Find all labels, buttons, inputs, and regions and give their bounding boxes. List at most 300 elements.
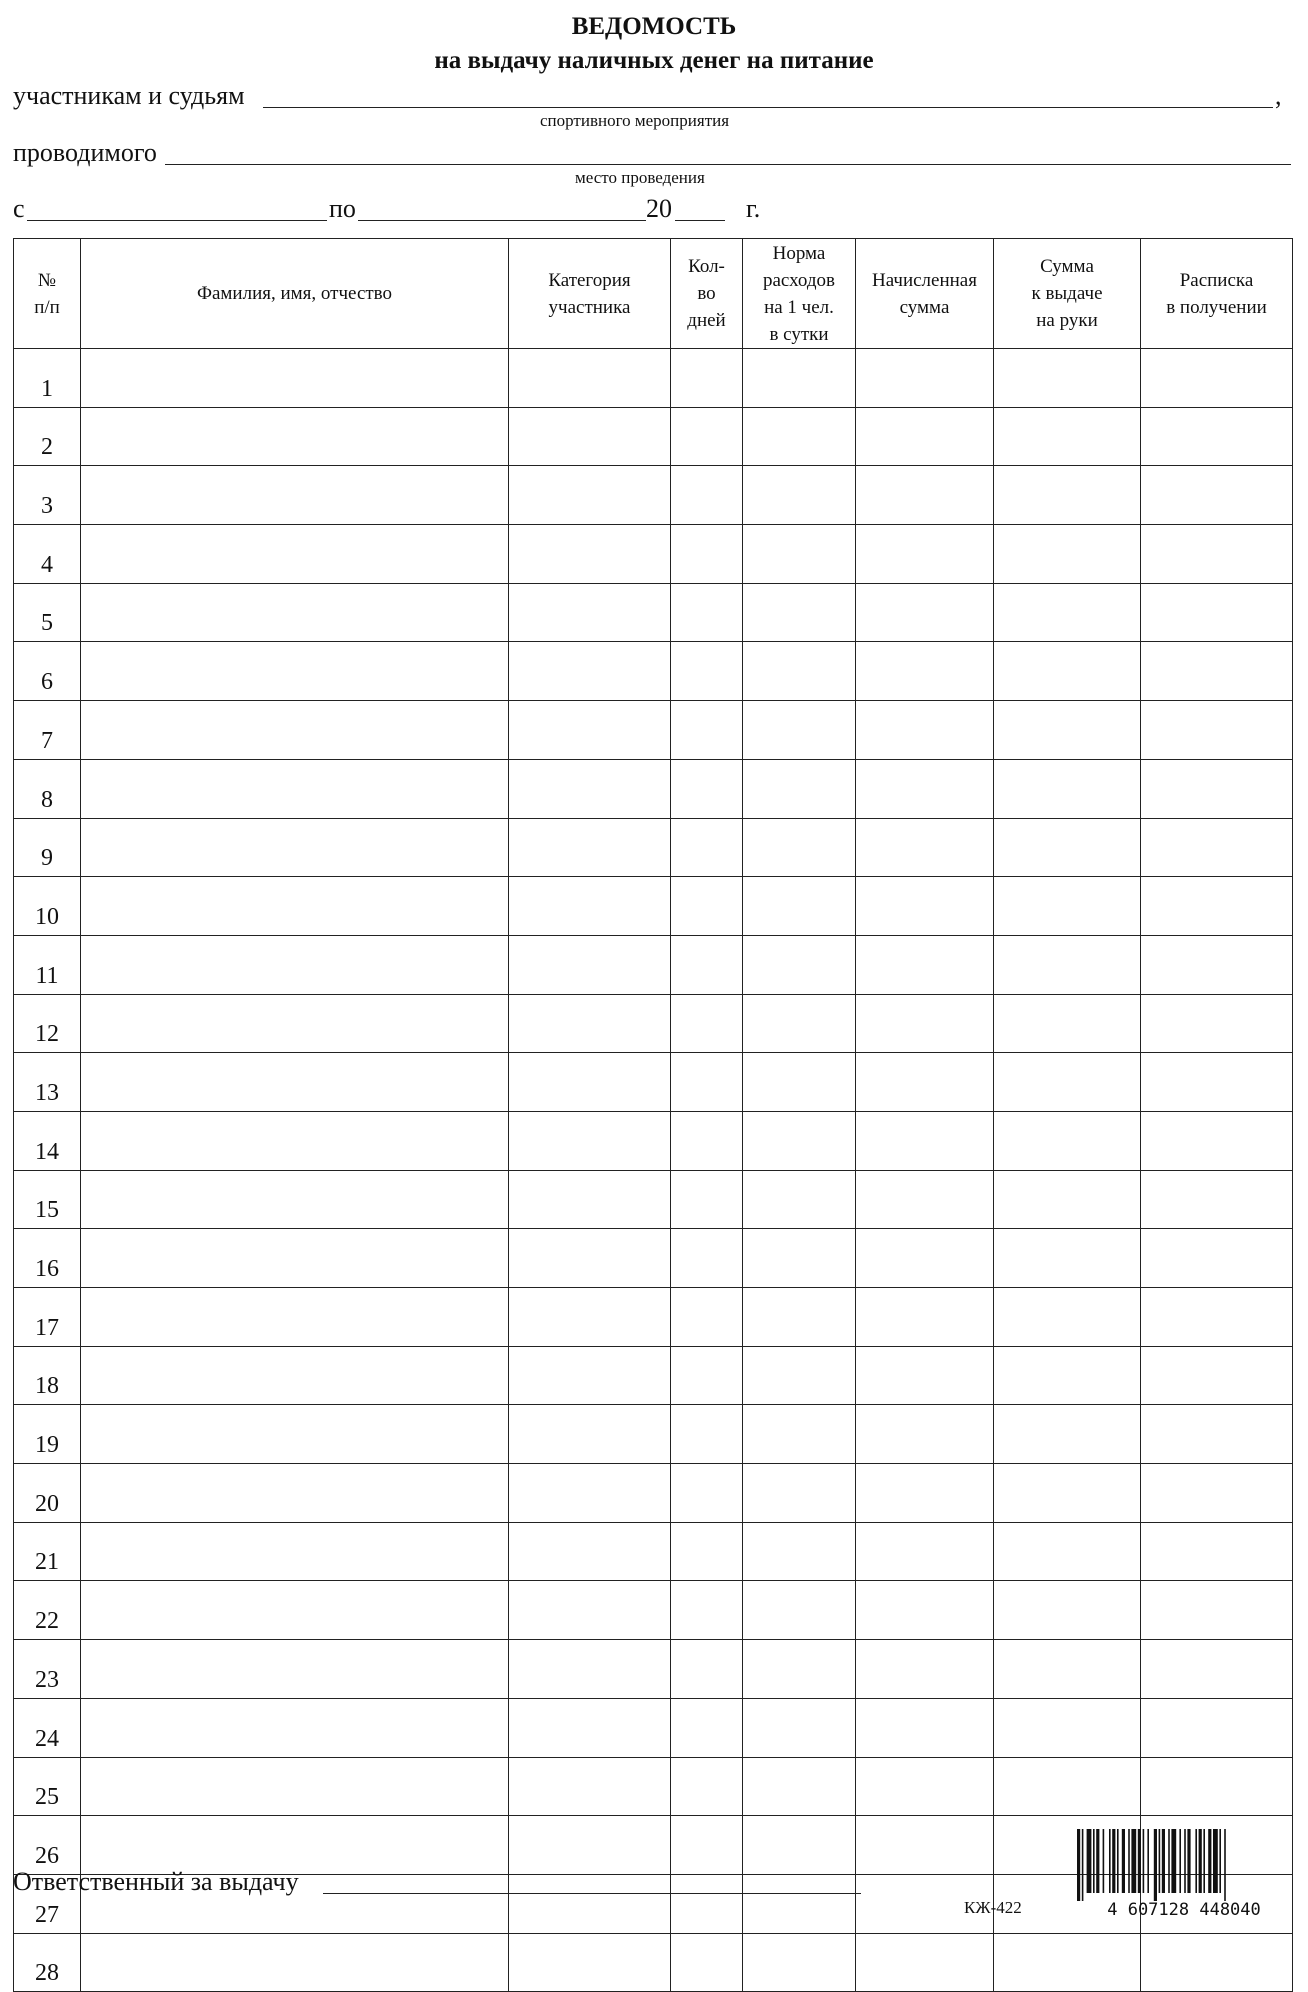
table-row (14, 1405, 1293, 1464)
cell-col-accrued[interactable] (856, 1288, 994, 1347)
dates-row (13, 193, 1293, 225)
cell-col-category[interactable] (509, 525, 671, 584)
year-suffix: г. (746, 194, 761, 223)
table-header-row (14, 239, 1293, 349)
header-col-accrued (856, 239, 994, 349)
cell-col-rate[interactable] (743, 1053, 856, 1112)
barcode-bar (1117, 1829, 1119, 1893)
barcode-bar (1096, 1829, 1099, 1893)
cell-col-signature[interactable] (1141, 583, 1293, 642)
cell-col-category[interactable] (509, 1170, 671, 1229)
cell-col-category[interactable] (509, 1053, 671, 1112)
document-subtitle: на выдачу наличных денег на питание (434, 47, 874, 74)
barcode-bar (1199, 1829, 1202, 1893)
table-row (14, 407, 1293, 466)
cell-col-category[interactable] (509, 1698, 671, 1757)
cell-col-days[interactable] (671, 1757, 743, 1816)
cell-col-signature[interactable] (1141, 935, 1293, 994)
cell-col-full-name[interactable] (81, 1288, 509, 1347)
cell-col-payout[interactable] (994, 1933, 1141, 1992)
cell-col-accrued[interactable] (856, 701, 994, 760)
cell-col-full-name[interactable] (81, 466, 509, 525)
cell-col-rate[interactable] (743, 818, 856, 877)
cell-col-accrued[interactable] (856, 818, 994, 877)
table-row (14, 1053, 1293, 1112)
cell-col-signature[interactable] (1141, 525, 1293, 584)
cell-col-category[interactable] (509, 1757, 671, 1816)
cell-col-full-name[interactable] (81, 1229, 509, 1288)
row-number: 27 (14, 1874, 81, 1933)
table-row (14, 877, 1293, 936)
cell-col-days[interactable] (671, 701, 743, 760)
cell-col-payout[interactable] (994, 935, 1141, 994)
cell-col-signature[interactable] (1141, 1933, 1293, 1992)
row-number: 13 (14, 1053, 81, 1112)
cell-col-category[interactable] (509, 583, 671, 642)
cell-col-signature[interactable] (1141, 642, 1293, 701)
cell-col-days[interactable] (671, 818, 743, 877)
row-number: 20 (14, 1464, 81, 1523)
cell-col-accrued[interactable] (856, 642, 994, 701)
cell-col-category[interactable] (509, 1346, 671, 1405)
cell-col-full-name[interactable] (81, 759, 509, 818)
cell-col-payout[interactable] (994, 1288, 1141, 1347)
cell-col-days[interactable] (671, 1288, 743, 1347)
cell-col-category[interactable] (509, 1581, 671, 1640)
cell-col-rate[interactable] (743, 1933, 856, 1992)
cell-col-days[interactable] (671, 1464, 743, 1523)
header-col-signature (1141, 239, 1293, 349)
header-col-category (509, 239, 671, 349)
cell-col-signature[interactable] (1141, 1346, 1293, 1405)
table-row (14, 701, 1293, 760)
cell-col-accrued[interactable] (856, 1933, 994, 1992)
row-number: 23 (14, 1640, 81, 1699)
cell-col-accrued[interactable] (856, 407, 994, 466)
cell-col-signature[interactable] (1141, 818, 1293, 877)
barcode-bar (1093, 1829, 1095, 1893)
cell-col-signature[interactable] (1141, 1522, 1293, 1581)
table-row (14, 642, 1293, 701)
cell-col-rate[interactable] (743, 935, 856, 994)
cell-col-payout[interactable] (994, 877, 1141, 936)
event-caption: спортивного мероприятия (540, 111, 730, 130)
to-date-line[interactable] (358, 220, 646, 221)
cell-col-category[interactable] (509, 1933, 671, 1992)
table-row (14, 1522, 1293, 1581)
barcode-bar (1077, 1829, 1080, 1901)
barcode-bar (1143, 1829, 1145, 1893)
barcode-bar (1187, 1829, 1190, 1893)
cell-col-payout[interactable] (994, 1698, 1141, 1757)
cell-col-payout[interactable] (994, 818, 1141, 877)
cell-col-full-name[interactable] (81, 642, 509, 701)
cell-col-days[interactable] (671, 583, 743, 642)
cell-col-days[interactable] (671, 1346, 743, 1405)
cell-col-full-name[interactable] (81, 1170, 509, 1229)
cell-col-rate[interactable] (743, 1464, 856, 1523)
header-col-payout (994, 239, 1141, 349)
table-row (14, 1698, 1293, 1757)
cell-col-full-name[interactable] (81, 1464, 509, 1523)
cell-col-full-name[interactable] (81, 525, 509, 584)
cell-col-accrued[interactable] (856, 759, 994, 818)
cell-col-category[interactable] (509, 818, 671, 877)
barcode-bar (1159, 1829, 1161, 1893)
table-row (14, 818, 1293, 877)
row-number: 25 (14, 1757, 81, 1816)
row-number: 1 (14, 349, 81, 408)
barcode-bar (1213, 1829, 1218, 1893)
cell-col-days[interactable] (671, 642, 743, 701)
cell-col-signature[interactable] (1141, 349, 1293, 408)
cell-col-full-name[interactable] (81, 1405, 509, 1464)
cell-col-payout[interactable] (994, 642, 1141, 701)
payment-table (13, 238, 1293, 1992)
cell-col-rate[interactable] (743, 525, 856, 584)
year-fill-line[interactable] (675, 220, 725, 221)
cell-col-rate[interactable] (743, 349, 856, 408)
cell-col-full-name[interactable] (81, 349, 509, 408)
header-label: № п/п (34, 269, 60, 318)
cell-col-accrued[interactable] (856, 1405, 994, 1464)
header-label: Фамилия, имя, отчество (196, 283, 393, 304)
barcode-bar (1179, 1829, 1181, 1893)
cell-col-full-name[interactable] (81, 1698, 509, 1757)
cell-col-category[interactable] (509, 759, 671, 818)
cell-col-days[interactable] (671, 759, 743, 818)
cell-col-accrued[interactable] (856, 877, 994, 936)
cell-col-full-name[interactable] (81, 407, 509, 466)
cell-col-full-name[interactable] (81, 701, 509, 760)
barcode-bar (1109, 1829, 1111, 1893)
cell-col-accrued[interactable] (856, 1757, 994, 1816)
cell-col-payout[interactable] (994, 1522, 1141, 1581)
cell-col-full-name[interactable] (81, 1346, 509, 1405)
place-fill-line[interactable] (165, 164, 1291, 165)
cell-col-full-name[interactable] (81, 583, 509, 642)
cell-col-accrued[interactable] (856, 1229, 994, 1288)
barcode-bar (1224, 1829, 1226, 1901)
barcode-bar (1082, 1829, 1084, 1901)
cell-col-full-name[interactable] (81, 877, 509, 936)
cell-col-full-name[interactable] (81, 1757, 509, 1816)
cell-col-days[interactable] (671, 1229, 743, 1288)
cell-col-rate[interactable] (743, 1405, 856, 1464)
cell-col-signature[interactable] (1141, 759, 1293, 818)
cell-col-accrued[interactable] (856, 1170, 994, 1229)
cell-col-days[interactable] (671, 466, 743, 525)
participants-label: участникам и судьям (13, 81, 245, 110)
cell-col-payout[interactable] (994, 994, 1141, 1053)
cell-col-rate[interactable] (743, 642, 856, 701)
table-row (14, 1111, 1293, 1170)
cell-col-accrued[interactable] (856, 1111, 994, 1170)
cell-col-signature[interactable] (1141, 877, 1293, 936)
cell-col-days[interactable] (671, 1405, 743, 1464)
cell-col-category[interactable] (509, 1640, 671, 1699)
cell-col-payout[interactable] (994, 407, 1141, 466)
cell-col-rate[interactable] (743, 1288, 856, 1347)
cell-col-payout[interactable] (994, 1346, 1141, 1405)
cell-col-signature[interactable] (1141, 407, 1293, 466)
header-label: Сумма к выдаче на руки (1031, 256, 1103, 331)
cell-col-accrued[interactable] (856, 1346, 994, 1405)
cell-col-accrued[interactable] (856, 1640, 994, 1699)
barcode-bar (1162, 1829, 1165, 1893)
row-number: 17 (14, 1288, 81, 1347)
cell-col-category[interactable] (509, 1288, 671, 1347)
cell-col-rate[interactable] (743, 583, 856, 642)
row-number: 19 (14, 1405, 81, 1464)
cell-col-payout[interactable] (994, 349, 1141, 408)
cell-col-days[interactable] (671, 1933, 743, 1992)
row-number: 6 (14, 642, 81, 701)
row-number: 3 (14, 466, 81, 525)
cell-col-signature[interactable] (1141, 701, 1293, 760)
row-number: 22 (14, 1581, 81, 1640)
cell-col-signature[interactable] (1141, 1640, 1293, 1699)
cell-col-signature[interactable] (1141, 1698, 1293, 1757)
cell-col-category[interactable] (509, 1464, 671, 1523)
table-row (14, 1288, 1293, 1347)
cell-col-signature[interactable] (1141, 1581, 1293, 1640)
cell-col-signature[interactable] (1141, 1170, 1293, 1229)
cell-col-rate[interactable] (743, 1698, 856, 1757)
barcode-bar (1147, 1829, 1149, 1893)
row-number: 28 (14, 1933, 81, 1992)
cell-col-payout[interactable] (994, 1229, 1141, 1288)
cell-col-payout[interactable] (994, 1640, 1141, 1699)
cell-col-payout[interactable] (994, 1757, 1141, 1816)
cell-col-signature[interactable] (1141, 994, 1293, 1053)
cell-col-category[interactable] (509, 701, 671, 760)
table-row (14, 1640, 1293, 1699)
cell-col-days[interactable] (671, 349, 743, 408)
cell-col-category[interactable] (509, 349, 671, 408)
responsible-fill-line[interactable] (323, 1893, 861, 1894)
row-number: 2 (14, 407, 81, 466)
cell-col-accrued[interactable] (856, 935, 994, 994)
cell-col-payout[interactable] (994, 1053, 1141, 1112)
table-row (14, 1229, 1293, 1288)
header-label: Начисленная сумма (872, 269, 977, 318)
barcode-bar (1219, 1829, 1221, 1893)
participants-row (13, 80, 1293, 112)
cell-col-days[interactable] (671, 1522, 743, 1581)
row-number: 15 (14, 1170, 81, 1229)
cell-col-rate[interactable] (743, 1522, 856, 1581)
cell-col-days[interactable] (671, 525, 743, 584)
cell-col-accrued[interactable] (856, 349, 994, 408)
barcode-bar (1087, 1829, 1092, 1893)
cell-col-accrued[interactable] (856, 525, 994, 584)
cell-col-accrued[interactable] (856, 466, 994, 525)
cell-col-payout[interactable] (994, 1170, 1141, 1229)
cell-col-signature[interactable] (1141, 1757, 1293, 1816)
cell-col-category[interactable] (509, 1522, 671, 1581)
table-row (14, 525, 1293, 584)
cell-col-full-name[interactable] (81, 1933, 509, 1992)
row-number: 7 (14, 701, 81, 760)
cell-col-days[interactable] (671, 935, 743, 994)
cell-col-category[interactable] (509, 1111, 671, 1170)
cell-col-accrued[interactable] (856, 994, 994, 1053)
responsible-row (13, 1866, 913, 1898)
header-col-rate (743, 239, 856, 349)
cell-col-rate[interactable] (743, 994, 856, 1053)
cell-col-days[interactable] (671, 407, 743, 466)
cell-col-category[interactable] (509, 994, 671, 1053)
cell-col-category[interactable] (509, 1229, 671, 1288)
row-number: 5 (14, 583, 81, 642)
cell-col-days[interactable] (671, 1640, 743, 1699)
cell-col-full-name[interactable] (81, 1522, 509, 1581)
participants-comma: , (1275, 81, 1282, 110)
cell-col-rate[interactable] (743, 1757, 856, 1816)
cell-col-signature[interactable] (1141, 1229, 1293, 1288)
cell-col-full-name[interactable] (81, 1111, 509, 1170)
cell-col-rate[interactable] (743, 701, 856, 760)
cell-col-days[interactable] (671, 1053, 743, 1112)
barcode-bar (1208, 1829, 1211, 1893)
table-row (14, 1581, 1293, 1640)
table-row (14, 1933, 1293, 1992)
cell-col-signature[interactable] (1141, 1053, 1293, 1112)
row-number: 9 (14, 818, 81, 877)
cell-col-payout[interactable] (994, 1111, 1141, 1170)
form-code: КЖ-422 (964, 1898, 1022, 1917)
table-row (14, 1464, 1293, 1523)
cell-col-days[interactable] (671, 1111, 743, 1170)
held-row (13, 137, 1293, 169)
cell-col-full-name[interactable] (81, 935, 509, 994)
row-number: 8 (14, 759, 81, 818)
participants-fill-line[interactable] (263, 107, 1273, 108)
barcode-bar (1138, 1829, 1141, 1893)
cell-col-accrued[interactable] (856, 583, 994, 642)
cell-col-days[interactable] (671, 877, 743, 936)
header-label: Категория участника (548, 269, 631, 318)
table-row (14, 466, 1293, 525)
cell-col-rate[interactable] (743, 1170, 856, 1229)
table-row (14, 349, 1293, 408)
row-number: 14 (14, 1111, 81, 1170)
cell-col-rate[interactable] (743, 466, 856, 525)
row-number: 16 (14, 1229, 81, 1288)
cell-col-payout[interactable] (994, 759, 1141, 818)
cell-col-category[interactable] (509, 407, 671, 466)
cell-col-full-name[interactable] (81, 818, 509, 877)
responsible-label: Ответственный за выдачу (13, 1867, 299, 1896)
header-label: Кол- во дней (687, 256, 726, 331)
table-row (14, 1346, 1293, 1405)
cell-col-category[interactable] (509, 642, 671, 701)
cell-col-accrued[interactable] (856, 1698, 994, 1757)
barcode-bar (1171, 1829, 1176, 1893)
cell-col-full-name[interactable] (81, 1581, 509, 1640)
held-label: проводимого (13, 138, 157, 167)
header-col-number (14, 239, 81, 349)
barcode-bar (1203, 1829, 1205, 1893)
place-caption: место проведения (575, 168, 705, 187)
row-number: 10 (14, 877, 81, 936)
table-row (14, 759, 1293, 818)
cell-col-days[interactable] (671, 1698, 743, 1757)
cell-col-payout[interactable] (994, 525, 1141, 584)
cell-col-rate[interactable] (743, 1346, 856, 1405)
year-prefix: 20 (646, 194, 672, 223)
cell-col-payout[interactable] (994, 583, 1141, 642)
cell-col-full-name[interactable] (81, 1053, 509, 1112)
row-number: 4 (14, 525, 81, 584)
barcode-bar (1112, 1829, 1115, 1893)
cell-col-accrued[interactable] (856, 1522, 994, 1581)
barcode-bar (1103, 1829, 1105, 1893)
cell-col-payout[interactable] (994, 1581, 1141, 1640)
cell-col-payout[interactable] (994, 1405, 1141, 1464)
barcode-bar (1184, 1829, 1186, 1893)
barcode-bar (1131, 1829, 1136, 1893)
cell-col-rate[interactable] (743, 1640, 856, 1699)
header-col-full-name (81, 239, 509, 349)
cell-col-rate[interactable] (743, 1229, 856, 1288)
cell-col-category[interactable] (509, 877, 671, 936)
row-number: 12 (14, 994, 81, 1053)
barcode-bar (1154, 1829, 1157, 1901)
cell-col-rate[interactable] (743, 1111, 856, 1170)
cell-col-days[interactable] (671, 1170, 743, 1229)
row-number: 21 (14, 1522, 81, 1581)
barcode-digits: 4 607128 448040 (1107, 1900, 1261, 1919)
cell-col-days[interactable] (671, 994, 743, 1053)
cell-col-category[interactable] (509, 935, 671, 994)
cell-col-signature[interactable] (1141, 1464, 1293, 1523)
cell-col-full-name[interactable] (81, 994, 509, 1053)
header-label: Расписка в получении (1166, 269, 1267, 318)
from-date-line[interactable] (27, 220, 327, 221)
table-row (14, 583, 1293, 642)
table-row (14, 1170, 1293, 1229)
row-number: 11 (14, 935, 81, 994)
cell-col-signature[interactable] (1141, 1111, 1293, 1170)
cell-col-full-name[interactable] (81, 1640, 509, 1699)
barcode-bar (1195, 1829, 1197, 1893)
table-body (14, 349, 1293, 1992)
cell-col-rate[interactable] (743, 1581, 856, 1640)
barcode-bar (1128, 1829, 1130, 1893)
cell-col-rate[interactable] (743, 407, 856, 466)
cell-col-category[interactable] (509, 466, 671, 525)
cell-col-accrued[interactable] (856, 1464, 994, 1523)
header-label: Норма расходов на 1 чел. в сутки (763, 242, 835, 345)
cell-col-payout[interactable] (994, 701, 1141, 760)
cell-col-rate[interactable] (743, 759, 856, 818)
cell-col-accrued[interactable] (856, 1581, 994, 1640)
cell-col-days[interactable] (671, 1581, 743, 1640)
cell-col-signature[interactable] (1141, 1405, 1293, 1464)
cell-col-category[interactable] (509, 1405, 671, 1464)
cell-col-signature[interactable] (1141, 466, 1293, 525)
cell-col-payout[interactable] (994, 1464, 1141, 1523)
row-number: 18 (14, 1346, 81, 1405)
cell-col-accrued[interactable] (856, 1053, 994, 1112)
cell-col-signature[interactable] (1141, 1288, 1293, 1347)
table-row (14, 1757, 1293, 1816)
barcode-bar (1122, 1829, 1125, 1893)
cell-col-payout[interactable] (994, 466, 1141, 525)
cell-col-rate[interactable] (743, 877, 856, 936)
